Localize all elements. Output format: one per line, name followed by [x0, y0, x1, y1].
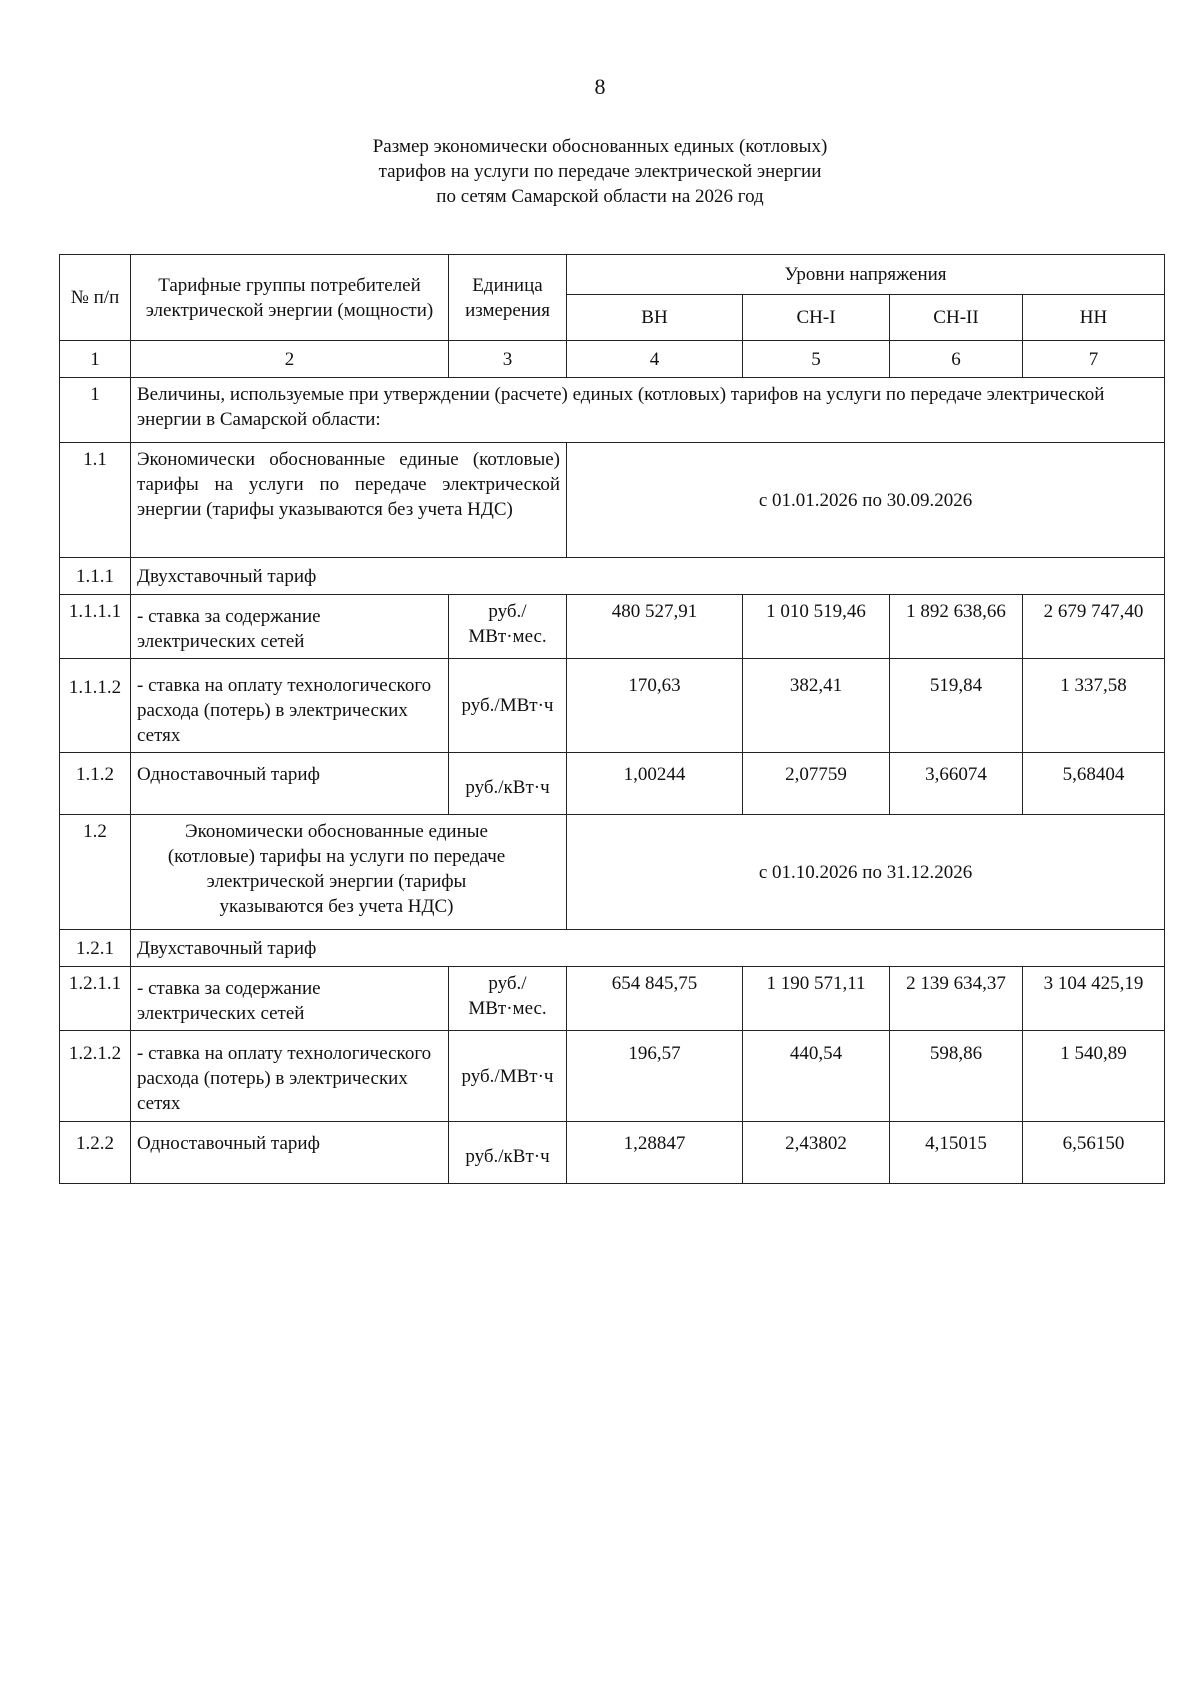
- row-label: - ставка на оплату технологического расхода (потерь) в электрических сетях: [131, 1031, 449, 1122]
- row-num: 1.2: [60, 815, 131, 930]
- header-nn: НН: [1023, 295, 1165, 341]
- title-line-1: Размер экономически обоснованных единых (котловых): [372, 136, 828, 157]
- block-header-row: [60, 443, 1165, 558]
- table-row: [60, 753, 1165, 815]
- row-label: Одноставочный тариф: [131, 753, 449, 815]
- value-sn1: 1 190 571,11: [743, 967, 890, 1031]
- table-row: [60, 1031, 1165, 1122]
- value-sn2: 4,15015: [890, 1122, 1023, 1184]
- row-num: 1.1: [60, 443, 131, 558]
- value-vn: 1,28847: [567, 1122, 743, 1184]
- row-unit: руб./кВт·ч: [449, 1122, 567, 1184]
- row-unit: руб./МВт·мес.: [449, 595, 567, 659]
- header-row: [60, 255, 1165, 295]
- header-unit: Единица измерения: [449, 255, 567, 341]
- row-label: - ставка на оплату технологического расхода (потерь) в электрических сетях: [131, 659, 449, 753]
- header-sn1: СН-I: [743, 295, 890, 341]
- header-vn: ВН: [567, 295, 743, 341]
- header-sn2: СН-II: [890, 295, 1023, 341]
- row-label: Двухставочный тариф: [131, 930, 1165, 967]
- row-label: Двухставочный тариф: [131, 558, 1165, 595]
- table-row: [60, 930, 1165, 967]
- value-nn: 3 104 425,19: [1023, 967, 1165, 1031]
- value-sn1: 2,07759: [743, 753, 890, 815]
- row-num: 1: [60, 378, 131, 443]
- value-vn: 654 845,75: [567, 967, 743, 1031]
- value-nn: 1 337,58: [1023, 659, 1165, 753]
- row-num: 1.1.2: [60, 753, 131, 815]
- row-num: 1.1.1: [60, 558, 131, 595]
- table-row: [60, 558, 1165, 595]
- value-sn1: 1 010 519,46: [743, 595, 890, 659]
- row-unit: руб./МВт·ч: [449, 659, 567, 753]
- row-label: - ставка за содержание электрических сетей: [131, 967, 449, 1031]
- value-nn: 6,56150: [1023, 1122, 1165, 1184]
- document-title: [0, 134, 1200, 209]
- value-sn2: 519,84: [890, 659, 1023, 753]
- block-description: Экономически обоснованные единые (котловые) тарифы на услуги по передаче электрической энергии (тарифы указываются без учета НДС): [131, 443, 567, 558]
- value-vn: 170,63: [567, 659, 743, 753]
- value-vn: 196,57: [567, 1031, 743, 1122]
- row-unit: руб./МВт·мес.: [449, 967, 567, 1031]
- row-num: 1.2.1.2: [60, 1031, 131, 1122]
- index-cell: 3: [449, 341, 567, 378]
- table-row: [60, 1122, 1165, 1184]
- index-cell: 6: [890, 341, 1023, 378]
- row-unit: руб./кВт·ч: [449, 753, 567, 815]
- index-cell: 4: [567, 341, 743, 378]
- page-number: 8: [594, 74, 606, 99]
- period-range: с 01.10.2026 по 31.12.2026: [567, 815, 1165, 930]
- section-text: Величины, используемые при утверждении (расчете) единых (котловых) тарифов на услуги по передаче электрической энергии в Самарской области:: [131, 378, 1165, 443]
- value-vn: 1,00244: [567, 753, 743, 815]
- title-line-2: тарифов на услуги по передаче электрической энергии: [378, 161, 822, 182]
- row-num: 1.1.1.2: [60, 659, 131, 753]
- row-label: - ставка за содержание электрических сетей: [131, 595, 449, 659]
- block-description: Экономически обоснованные единые (котловые) тарифы на услуги по передаче электрической энергии (тарифы указываются без учета НДС): [131, 815, 567, 930]
- header-voltage-levels: Уровни напряжения: [567, 255, 1165, 295]
- row-unit: руб./МВт·ч: [449, 1031, 567, 1122]
- table-row: [60, 595, 1165, 659]
- value-sn2: 598,86: [890, 1031, 1023, 1122]
- header-num: № п/п: [60, 255, 131, 341]
- row-label: Одноставочный тариф: [131, 1122, 449, 1184]
- index-cell: 7: [1023, 341, 1165, 378]
- value-nn: 1 540,89: [1023, 1031, 1165, 1122]
- value-sn2: 1 892 638,66: [890, 595, 1023, 659]
- value-sn2: 2 139 634,37: [890, 967, 1023, 1031]
- value-sn2: 3,66074: [890, 753, 1023, 815]
- table-row: [60, 659, 1165, 753]
- title-line-3: по сетям Самарской области на 2026 год: [436, 186, 764, 207]
- index-row: [60, 341, 1165, 378]
- value-nn: 2 679 747,40: [1023, 595, 1165, 659]
- period-range: с 01.01.2026 по 30.09.2026: [567, 443, 1165, 558]
- tariff-table: [59, 254, 1165, 1184]
- index-cell: 1: [60, 341, 131, 378]
- value-sn1: 440,54: [743, 1031, 890, 1122]
- row-num: 1.2.2: [60, 1122, 131, 1184]
- value-sn1: 2,43802: [743, 1122, 890, 1184]
- value-sn1: 382,41: [743, 659, 890, 753]
- block-header-row: [60, 815, 1165, 930]
- value-nn: 5,68404: [1023, 753, 1165, 815]
- index-cell: 5: [743, 341, 890, 378]
- row-num: 1.2.1: [60, 930, 131, 967]
- header-groups: Тарифные группы потребителей электрической энергии (мощности): [131, 255, 449, 341]
- value-vn: 480 527,91: [567, 595, 743, 659]
- row-num: 1.2.1.1: [60, 967, 131, 1031]
- index-cell: 2: [131, 341, 449, 378]
- table-row: [60, 967, 1165, 1031]
- section-row: [60, 378, 1165, 443]
- row-num: 1.1.1.1: [60, 595, 131, 659]
